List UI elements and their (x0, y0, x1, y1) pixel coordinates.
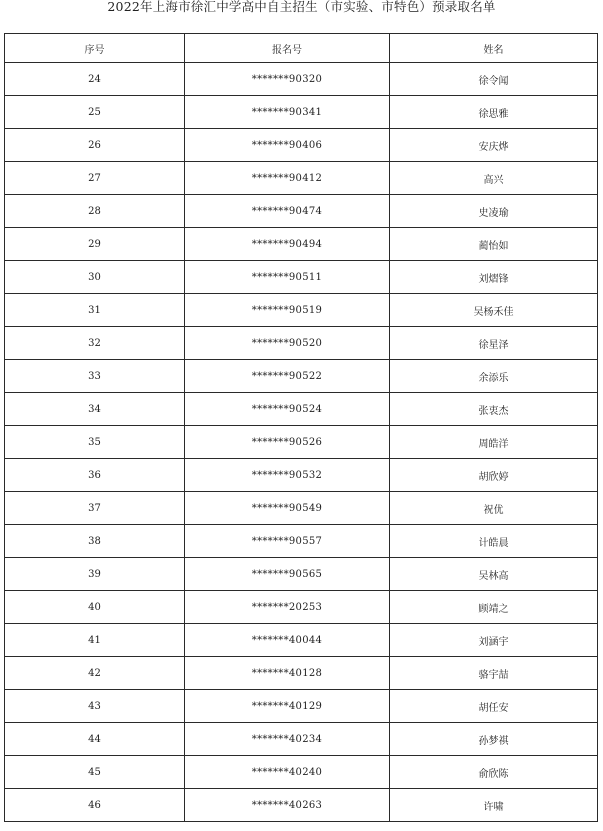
table-row (5, 789, 598, 822)
table-row (5, 591, 598, 624)
cell-registration-id: *******90494 (185, 228, 390, 261)
table-row (5, 96, 598, 129)
cell-name: 祝优 (390, 492, 598, 525)
cell-registration-id: *******90341 (185, 96, 390, 129)
cell-registration-id: *******40263 (185, 789, 390, 822)
table-body (5, 63, 598, 822)
cell-name: 刘熠锋 (390, 261, 598, 294)
table-row (5, 723, 598, 756)
cell-name: 刘涵宇 (390, 624, 598, 657)
table-row (5, 525, 598, 558)
cell-registration-id: *******40044 (185, 624, 390, 657)
cell-name: 周皓洋 (390, 426, 598, 459)
cell-number: 31 (5, 294, 185, 327)
table-row (5, 360, 598, 393)
cell-name: 吴林高 (390, 558, 598, 591)
cell-name: 史凌瑜 (390, 195, 598, 228)
cell-registration-id: *******90557 (185, 525, 390, 558)
table-row (5, 657, 598, 690)
table-row (5, 426, 598, 459)
table-header (5, 34, 598, 63)
cell-registration-id: *******90511 (185, 261, 390, 294)
table-row (5, 261, 598, 294)
cell-name: 计皓晨 (390, 525, 598, 558)
cell-name: 许啸 (390, 789, 598, 822)
cell-name: 孙梦祺 (390, 723, 598, 756)
cell-registration-id: *******90320 (185, 63, 390, 96)
cell-name: 骆宇喆 (390, 657, 598, 690)
table-row (5, 624, 598, 657)
cell-name: 安庆烨 (390, 129, 598, 162)
cell-name: 张衷杰 (390, 393, 598, 426)
cell-number: 45 (5, 756, 185, 789)
table-row (5, 294, 598, 327)
table-row (5, 129, 598, 162)
cell-number: 38 (5, 525, 185, 558)
cell-name: 吴杨禾佳 (390, 294, 598, 327)
table-row (5, 162, 598, 195)
cell-number: 30 (5, 261, 185, 294)
cell-name: 胡欣婷 (390, 459, 598, 492)
cell-registration-id: *******40240 (185, 756, 390, 789)
admission-table (4, 33, 598, 822)
cell-number: 25 (5, 96, 185, 129)
cell-registration-id: *******90406 (185, 129, 390, 162)
cell-number: 28 (5, 195, 185, 228)
cell-name: 徐星泽 (390, 327, 598, 360)
table-row (5, 492, 598, 525)
cell-registration-id: *******40129 (185, 690, 390, 723)
cell-number: 42 (5, 657, 185, 690)
cell-number: 36 (5, 459, 185, 492)
cell-number: 33 (5, 360, 185, 393)
column-header-registration-id: 报名号 (185, 34, 390, 63)
cell-number: 27 (5, 162, 185, 195)
cell-registration-id: *******90526 (185, 426, 390, 459)
cell-registration-id: *******20253 (185, 591, 390, 624)
cell-name: 徐令闻 (390, 63, 598, 96)
cell-name: 徐思雅 (390, 96, 598, 129)
cell-registration-id: *******90565 (185, 558, 390, 591)
cell-registration-id: *******40234 (185, 723, 390, 756)
cell-name: 俞欣陈 (390, 756, 598, 789)
cell-registration-id: *******40128 (185, 657, 390, 690)
cell-registration-id: *******90524 (185, 393, 390, 426)
cell-number: 37 (5, 492, 185, 525)
cell-name: 余添乐 (390, 360, 598, 393)
cell-name: 胡任安 (390, 690, 598, 723)
cell-number: 35 (5, 426, 185, 459)
page-title: 2022年上海市徐汇中学高中自主招生（市实验、市特色）预录取名单 (107, 0, 496, 14)
cell-registration-id: *******90549 (185, 492, 390, 525)
cell-registration-id: *******90474 (185, 195, 390, 228)
header-row (5, 34, 598, 63)
cell-number: 32 (5, 327, 185, 360)
cell-registration-id: *******90522 (185, 360, 390, 393)
cell-name: 高兴 (390, 162, 598, 195)
cell-registration-id: *******90412 (185, 162, 390, 195)
cell-name: 蔺怡如 (390, 228, 598, 261)
cell-number: 39 (5, 558, 185, 591)
cell-number: 41 (5, 624, 185, 657)
table-row (5, 459, 598, 492)
column-header-name: 姓名 (390, 34, 598, 63)
cell-number: 34 (5, 393, 185, 426)
table-row (5, 63, 598, 96)
cell-number: 24 (5, 63, 185, 96)
cell-number: 29 (5, 228, 185, 261)
cell-number: 46 (5, 789, 185, 822)
cell-number: 40 (5, 591, 185, 624)
table-row (5, 690, 598, 723)
cell-registration-id: *******90532 (185, 459, 390, 492)
table-row (5, 327, 598, 360)
cell-registration-id: *******90520 (185, 327, 390, 360)
cell-registration-id: *******90519 (185, 294, 390, 327)
table-row (5, 393, 598, 426)
table-row (5, 195, 598, 228)
table-row (5, 558, 598, 591)
cell-number: 44 (5, 723, 185, 756)
table-row (5, 228, 598, 261)
column-header-number: 序号 (5, 34, 185, 63)
cell-name: 顾靖之 (390, 591, 598, 624)
cell-number: 26 (5, 129, 185, 162)
table-row (5, 756, 598, 789)
cell-number: 43 (5, 690, 185, 723)
